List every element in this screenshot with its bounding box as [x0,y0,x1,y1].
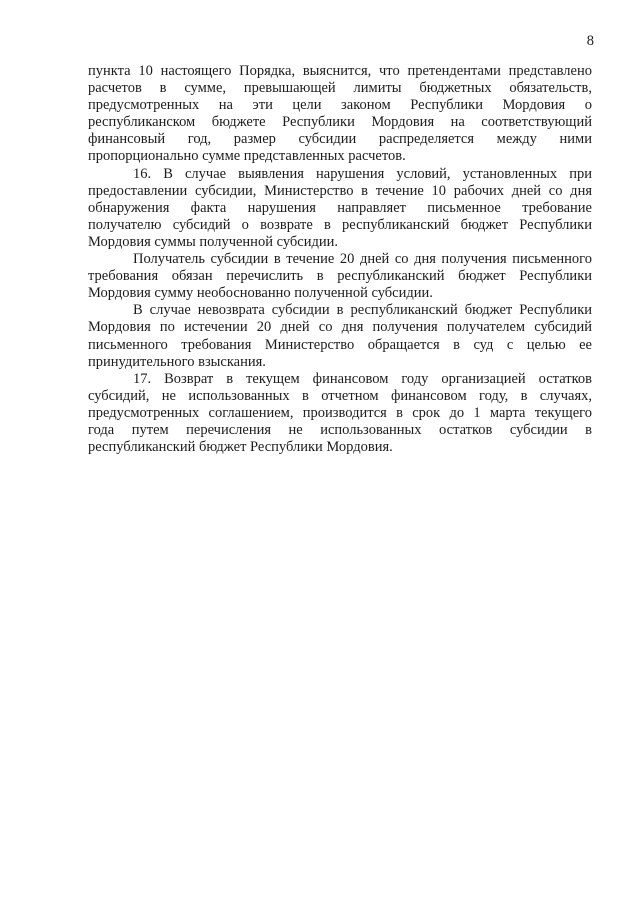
text-line: принудительного взыскания. [88,353,266,370]
text-line: года путем перечисления не использованных остатков субсидии в [88,421,592,438]
text-line: требования обязан перечислить в республиканский бюджет Республики [88,268,592,285]
paragraph-continuation [88,63,592,166]
paragraph-recipient-obligation [88,251,592,302]
text-line: предусмотренных соглашением, производится в срок до 1 марта текущего [88,404,592,421]
text-line: получателю субсидий о возврате в республиканский бюджет Республики [88,216,592,233]
text-line: Мордовия суммы полученной субсидии. [88,233,338,250]
text-line: Мордовия по истечении 20 дней со дня получения получателем субсидий [88,319,592,336]
paragraph-16 [88,166,592,251]
text-line: республиканском бюджете Республики Мордовия на соответствующий [88,114,592,131]
text-line: республиканский бюджет Республики Мордовия. [88,439,393,456]
text-line: Получатель субсидии в течение 20 дней со дня получения письменного [133,251,592,268]
paragraph-17 [88,371,592,456]
text-line: субсидий, не использованных в отчетном финансовом году, в случаях, [88,387,592,404]
text-line: В случае невозврата субсидии в республиканский бюджет Республики [133,302,592,319]
text-line: пункта 10 настоящего Порядка, выяснится, что претендентами представлено [88,63,592,79]
text-line: пропорционально сумме представленных расчетов. [88,148,406,165]
text-line: 16. В случае выявления нарушения условий, установленных при [133,165,592,182]
text-line: Мордовия сумму необоснованно полученной субсидии. [88,285,433,302]
text-line: финансовый год, размер субсидии распределяется между ними [88,131,592,148]
document-body [88,63,592,456]
text-line: обнаружения факта нарушения направляет письменное требование [88,199,592,216]
text-line: предоставлении субсидии, Министерство в течение 10 рабочих дней со дня [88,182,592,199]
text-line: предусмотренных на эти цели законом Республики Мордовия о [88,97,592,114]
text-line: расчетов в сумме, превышающей лимиты бюджетных обязательств, [88,80,592,97]
page-number: 8 [586,33,594,49]
text-line: 17. Возврат в текущем финансовом году организацией остатков [133,370,592,387]
text-line: письменного требования Министерство обращается в суд с целью ее [88,336,592,353]
paragraph-non-return [88,302,592,370]
